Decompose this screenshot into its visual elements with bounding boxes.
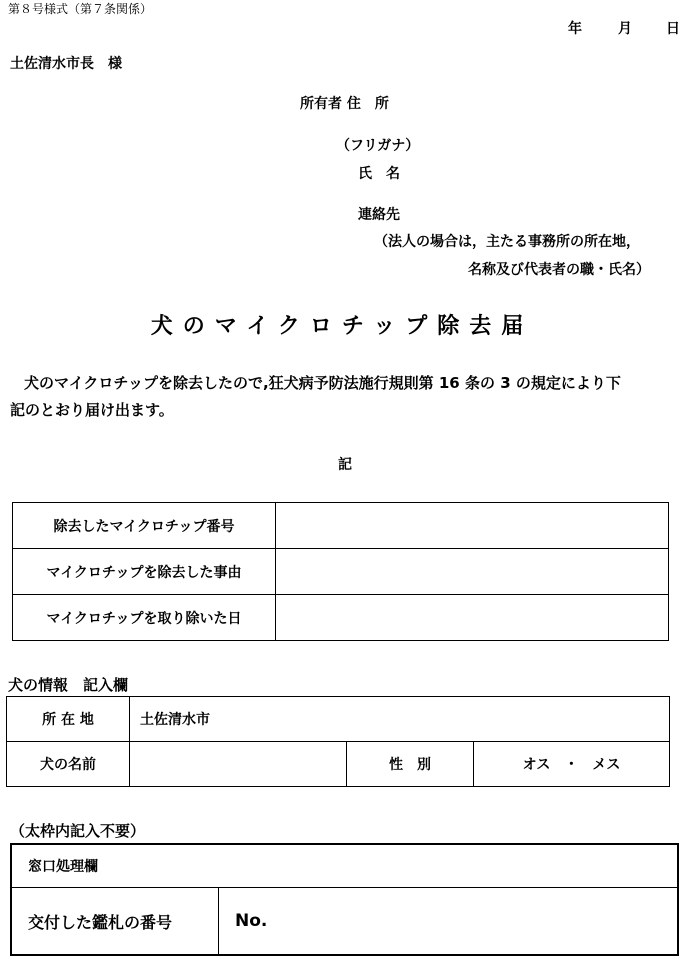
owner-name-label: 氏 名 <box>358 166 400 182</box>
tag-number-field[interactable]: No. <box>219 888 679 956</box>
ki-heading: 記 <box>338 457 352 473</box>
date-month-label: 月 <box>618 21 632 37</box>
date-year-label: 年 <box>568 21 582 37</box>
body-line-2: 記のとおり届け出ます。 <box>10 401 174 419</box>
table-row <box>13 549 669 595</box>
location-label: 所 在 地 <box>7 697 130 742</box>
tag-number-label: 交付した鑑札の番号 <box>11 888 219 956</box>
corporation-note-2: 名称及び代表者の職・氏名） <box>468 262 650 278</box>
office-use-table <box>10 843 679 956</box>
contact-label: 連絡先 <box>358 207 400 223</box>
table-row <box>7 742 670 787</box>
dog-info-table <box>6 696 670 787</box>
sex-field[interactable]: オス ・ メス <box>474 742 670 787</box>
body-paragraph <box>10 370 680 424</box>
removed-chip-number-label: 除去したマイクロチップ番号 <box>13 503 276 549</box>
table-row <box>7 697 670 742</box>
location-field[interactable]: 土佐清水市 <box>130 697 670 742</box>
dog-name-label: 犬の名前 <box>7 742 130 787</box>
sex-label: 性 別 <box>347 742 474 787</box>
table-row <box>11 844 678 888</box>
document-title: 犬のマイクロチップ除去届 <box>150 314 534 339</box>
office-use-note: （太枠内記入不要） <box>10 822 146 840</box>
removed-chip-number-field[interactable] <box>276 503 669 549</box>
removal-date-field[interactable] <box>276 595 669 641</box>
table-row <box>13 595 669 641</box>
date-day-label: 日 <box>666 21 680 37</box>
table-row <box>13 503 669 549</box>
removal-reason-field[interactable] <box>276 549 669 595</box>
owner-address-label: 所有者 住 所 <box>300 96 389 112</box>
addressee: 土佐清水市長 様 <box>10 56 122 72</box>
corporation-note-1: （法人の場合は，主たる事務所の所在地， <box>374 234 640 250</box>
microchip-table <box>12 502 669 641</box>
dog-info-heading: 犬の情報 記入欄 <box>8 676 129 694</box>
furigana-label: （フリガナ） <box>336 138 420 154</box>
form-number: 第８号様式（第７条関係） <box>8 2 153 16</box>
body-line-1: 犬のマイクロチップを除去したので,狂犬病予防法施行規則第 16 条の 3 の規定により下 <box>24 374 621 392</box>
table-row <box>11 888 678 956</box>
office-section-label: 窓口処理欄 <box>11 844 678 888</box>
dog-name-field[interactable] <box>130 742 347 787</box>
removal-date-label: マイクロチップを取り除いた日 <box>13 595 276 641</box>
removal-reason-label: マイクロチップを除去した事由 <box>13 549 276 595</box>
